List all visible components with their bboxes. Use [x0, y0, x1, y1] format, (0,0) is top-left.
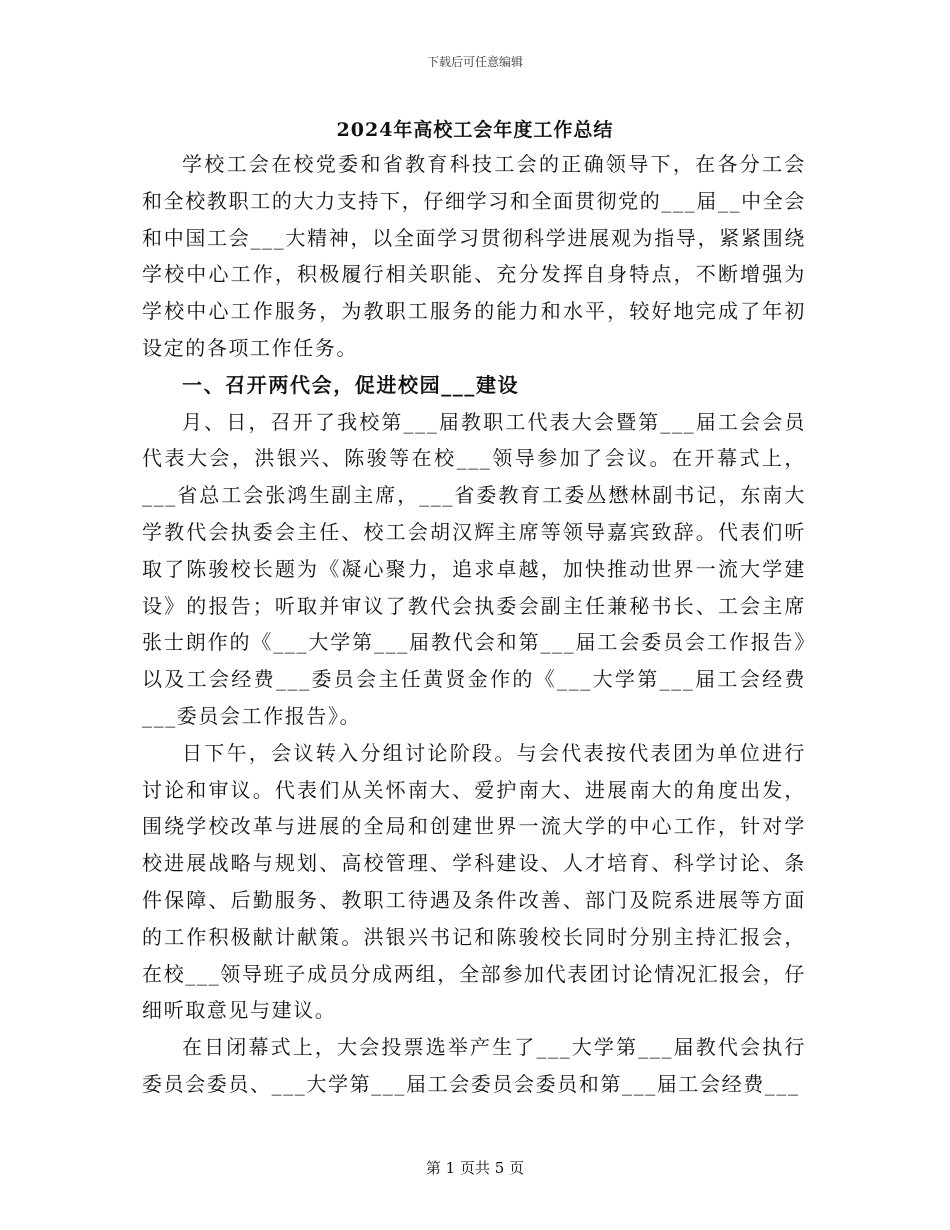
section-heading: 一、召开两代会，促进校园___建设: [182, 372, 520, 397]
body-paragraph-1: 月、日，召开了我校第___届教职工代表大会暨第___届工会会员代表大会，洪银兴、陈骏等在校___领导参加了会议。在开幕式上，___省总工会张鸿生副主席，___省委教育工委丛懋林副书记，东南大学教代会执委会主任、校工会胡汉辉主席等领导嘉宾致辞。代表们听取了陈骏校长题为《凝心聚力，追求卓越，加快推动世界一流大学建设》的报告；听取并审议了教代会执委会副主任兼秘书长、工会主席张士朗作的《___大学第___届教代会和第___届工会委员会工作报告》以及工会经费___委员会主任黄贤金作的《___大学第___届工会经费___委员会工作报告》。: [142, 409, 806, 728]
document-title: 2024年高校工会年度工作总结: [336, 119, 614, 141]
intro-paragraph: 学校工会在校党委和省教育科技工会的正确领导下，在各分工会和全校教职工的大力支持下，仔细学习和全面贯彻党的___届__中全会和中国工会___大精神，以全面学习贯彻科学进展观为指导，紧紧围绕学校中心工作，积极履行相关职能、充分发挥自身特点，不断增强为学校中心工作服务，为教职工服务的能力和水平，较好地完成了年初设定的各项工作任务。: [142, 152, 806, 360]
body-paragraph-2: 日下午，会议转入分组讨论阶段。与会代表按代表团为单位进行讨论和审议。代表们从关怀南大、爱护南大、进展南大的角度出发，围绕学校改革与进展的全局和创建世界一流大学的中心工作，针对学校进展战略与规划、高校管理、学科建设、人才培育、科学讨论、条件保障、后勤服务、教职工待遇及条件改善、部门及院系进展等方面的工作积极献计献策。洪银兴书记和陈骏校长同时分别主持汇报会，在校___领导班子成员分成两组，全部参加代表团讨论情况汇报会，仔细听取意见与建议。: [142, 740, 806, 1023]
document-body: [142, 146, 806, 1103]
body-paragraph-3: 在日闭幕式上，大会投票选举产生了___大学第___届教代会执行委员会委员、___大学第___届工会委员会委员和第___届工会经费___: [142, 1035, 806, 1096]
page-footer: 第 1 页共 5 页: [425, 1159, 525, 1177]
header-note: 下载后可任意编辑: [426, 55, 523, 69]
